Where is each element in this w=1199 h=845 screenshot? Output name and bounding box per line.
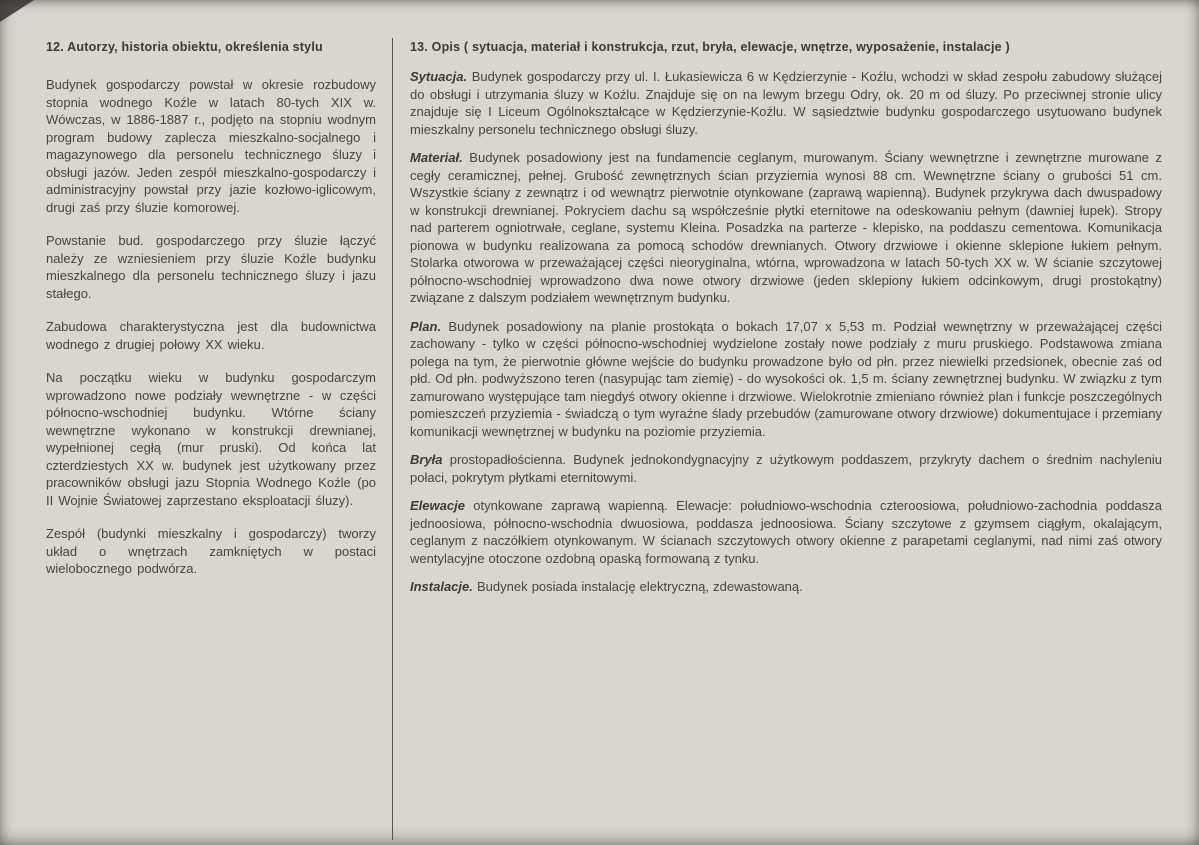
history-paragraph-3: Zabudowa charakterystyczna jest dla budownictwa wodnego z drugiej połowy XX wieku. (46, 319, 376, 352)
section-instalacje (410, 578, 1162, 596)
section-label-sytuacja: Sytuacja. (410, 69, 468, 84)
section-label-plan: Plan. (410, 318, 442, 334)
section-text-bryla: prostopadłościenna. Budynek jednokondygnacyjny z użytkowym poddaszem, przykryty dachem o średnim nachyleniu połaci, pokrytym płytkami eternitowymi. (410, 452, 1162, 485)
section-bryla (410, 451, 1162, 486)
section-plan (410, 318, 1162, 441)
section-material (410, 149, 1162, 307)
history-paragraph-5: Zespół (budynki mieszkalny i gospodarczy) tworzy układ o wnętrzach zamkniętych w postaci wielobocznego podwórza. (46, 526, 376, 576)
section-label-material: Materiał. (410, 150, 463, 165)
section-text-plan: Budynek posadowiony na planie prostokąta o bokach 17,07 x 5,53 m. Podział wewnętrzny w przeważającej części zachowany - tylko w części północno-wschodniej wydzielone zostały nowe podziały z muru pruskiego. Podstawowa zmiana polega na tym, że pierwotnie główne wejście do budynku prowadzone było od płn. przez niewielki przedsionek, obecnie zaś od płd. Od płn. podwyższono teren (nasypując tam ziemię) - do wysokości ok. 1,5 m. ściany zewnętrznej budynku. W związku z tym zamurowano występujące tam niegdyś otwory okienne i drzwiowe. Wielokrotnie zmieniano również plan i funkcje poszczególnych pomieszczeń przyziemia - świadczą o tym wyraźne ślady przebudów (zamurowane otwory drzwiowe) dokumentujace i przemiany komunikacji wewnętrznej w budynku na poziomie przyziemia. (410, 318, 1162, 439)
history-paragraph-4: Na początku wieku w budynku gospodarczym wprowadzono nowe podziały wewnętrzne - w części północno-wschodniej budynku. Wtórne ściany wewnętrzne wykonano w konstrukcji drewnianej, wypełnionej cegłą (mur pruski). Od końca lat czterdziestych XX w. budynek jest użytkowany przez pracowników obsługi jazu Stopnia Wodnego Koźle (po II Wojnie Światowej zaprzestano eksploatacji śluzy). (46, 370, 376, 508)
history-paragraph-2: Powstanie bud. gospodarczego przy śluzie łączyć należy ze wzniesieniem przy śluzie Koźle budynku mieszkalnego dla personelu technicznego śluzy i jazu stałego. (46, 233, 376, 301)
section-elewacje (410, 497, 1162, 567)
section-13-heading: 13. Opis ( sytuacja, materiał i konstrukcja, rzut, bryła, elewacje, wnętrze, wyposażenie, instalacje ) (410, 40, 1010, 54)
section-label-bryla: Bryła (410, 452, 443, 467)
section-13-column (410, 40, 1162, 607)
section-text-sytuacja: Budynek gospodarczy przy ul. I. Łukasiewicza 6 w Kędzierzynie - Koźlu, wchodzi w skład zespołu zabudowy służącej do obsługi i utrzymania śluzy w Koźlu. Znajduje się on na lewym brzegu Odry, ok. 20 m od śluzy. Po przeciwnej stronie ulicy znajduje się I Liceum Ogólnokształcące w Kędzierzynie-Koźlu. W sąsiedztwie budynku gospodarczego usytuowano budynek mieszkalny personelu technicznego obsługi śluzy. (410, 69, 1162, 137)
section-text-material: Budynek posadowiony jest na fundamencie ceglanym, murowanym. Ściany wewnętrzne i zewnętrzne murowane z cegły ceramicznej, pełnej. Grubość zewnętrznych ścian przyziemia wynosi 88 cm. Wewnętrzne ściany o grubości 51 cm. Wszystkie ściany z zewnątrz i od wewnątrz pierwotnie otynkowane (zaprawą wapienną). Budynek przykrywa dach dwuspadowy w konstrukcji drewnianej. Pokryciem dachu są współcześnie płytki eternitowe na odeskowaniu pełnym (dawniej łupek). Stropy nad parterem ogniotrwałe, ceglane, systemu Kleina. Posadzka na parterze - klepisko, na poddaszu cementowa. Komunikacja pionowa w budynku realizowana za pomocą schodów drewnianych. Otwory drzwiowe i okienne sklepione łukiem pełnym. Stolarka otworowa w przeważającej części nieoryginalna, wtórna, wprowadzona w latach 50-tych XX w. W ścianie szczytowej północno-wschodniej wprowadzono dwa nowe otwory drzwiowe (jeden sklepiony łukiem odcinkowym, drugi prostokątny) związane z dalszym podziałem wewnętrznym budynku. (410, 150, 1162, 305)
section-text-instalacje: Budynek posiada instalację elektryczną, zdewastowaną. (477, 579, 803, 594)
section-text-elewacje: otynkowane zaprawą wapienną. Elewacje: południowo-wschodnia czteroosiowa, południowo-zachodnia poddasza jednoosiowa, północno-wschodnia dwuosiowa, poddasza jednoosiowa. Ściany szczytowe z gzymsem ciągłym, okalającym, ceglanym z naczółkiem otynkowanym. W ścianach szczytowych otwory okienne z parapetami ceglanymi, nad nimi zaś otwory wentylacyjne otoczone ozdobną opaską formowaną z tynku. (410, 498, 1162, 566)
section-label-elewacje: Elewacje (410, 498, 465, 513)
section-label-instalacje: Instalacje. (410, 579, 473, 594)
column-divider (392, 38, 393, 840)
section-12-column (46, 40, 376, 594)
section-sytuacja (410, 68, 1162, 138)
scan-corner-artifact (0, 0, 34, 22)
history-paragraph-1: Budynek gospodarczy powstał w okresie rozbudowy stopnia wodnego Koźle w latach 80-tych XIX w. Wówczas, w 1886-1887 r., podjęto na stopniu wodnym program budowy zaplecza mieszkalno-socjalnego i magazynowego dla personelu technicznego śluzy i obsługi jazów. Jeden zespół mieszkalno-gospodarczy i administracyjny powstał przy jazie kozłowo-iglicowym, drugi zaś przy śluzie komorowej. (46, 77, 376, 215)
section-12-heading: 12. Autorzy, historia obiektu, określenia stylu (46, 40, 323, 54)
